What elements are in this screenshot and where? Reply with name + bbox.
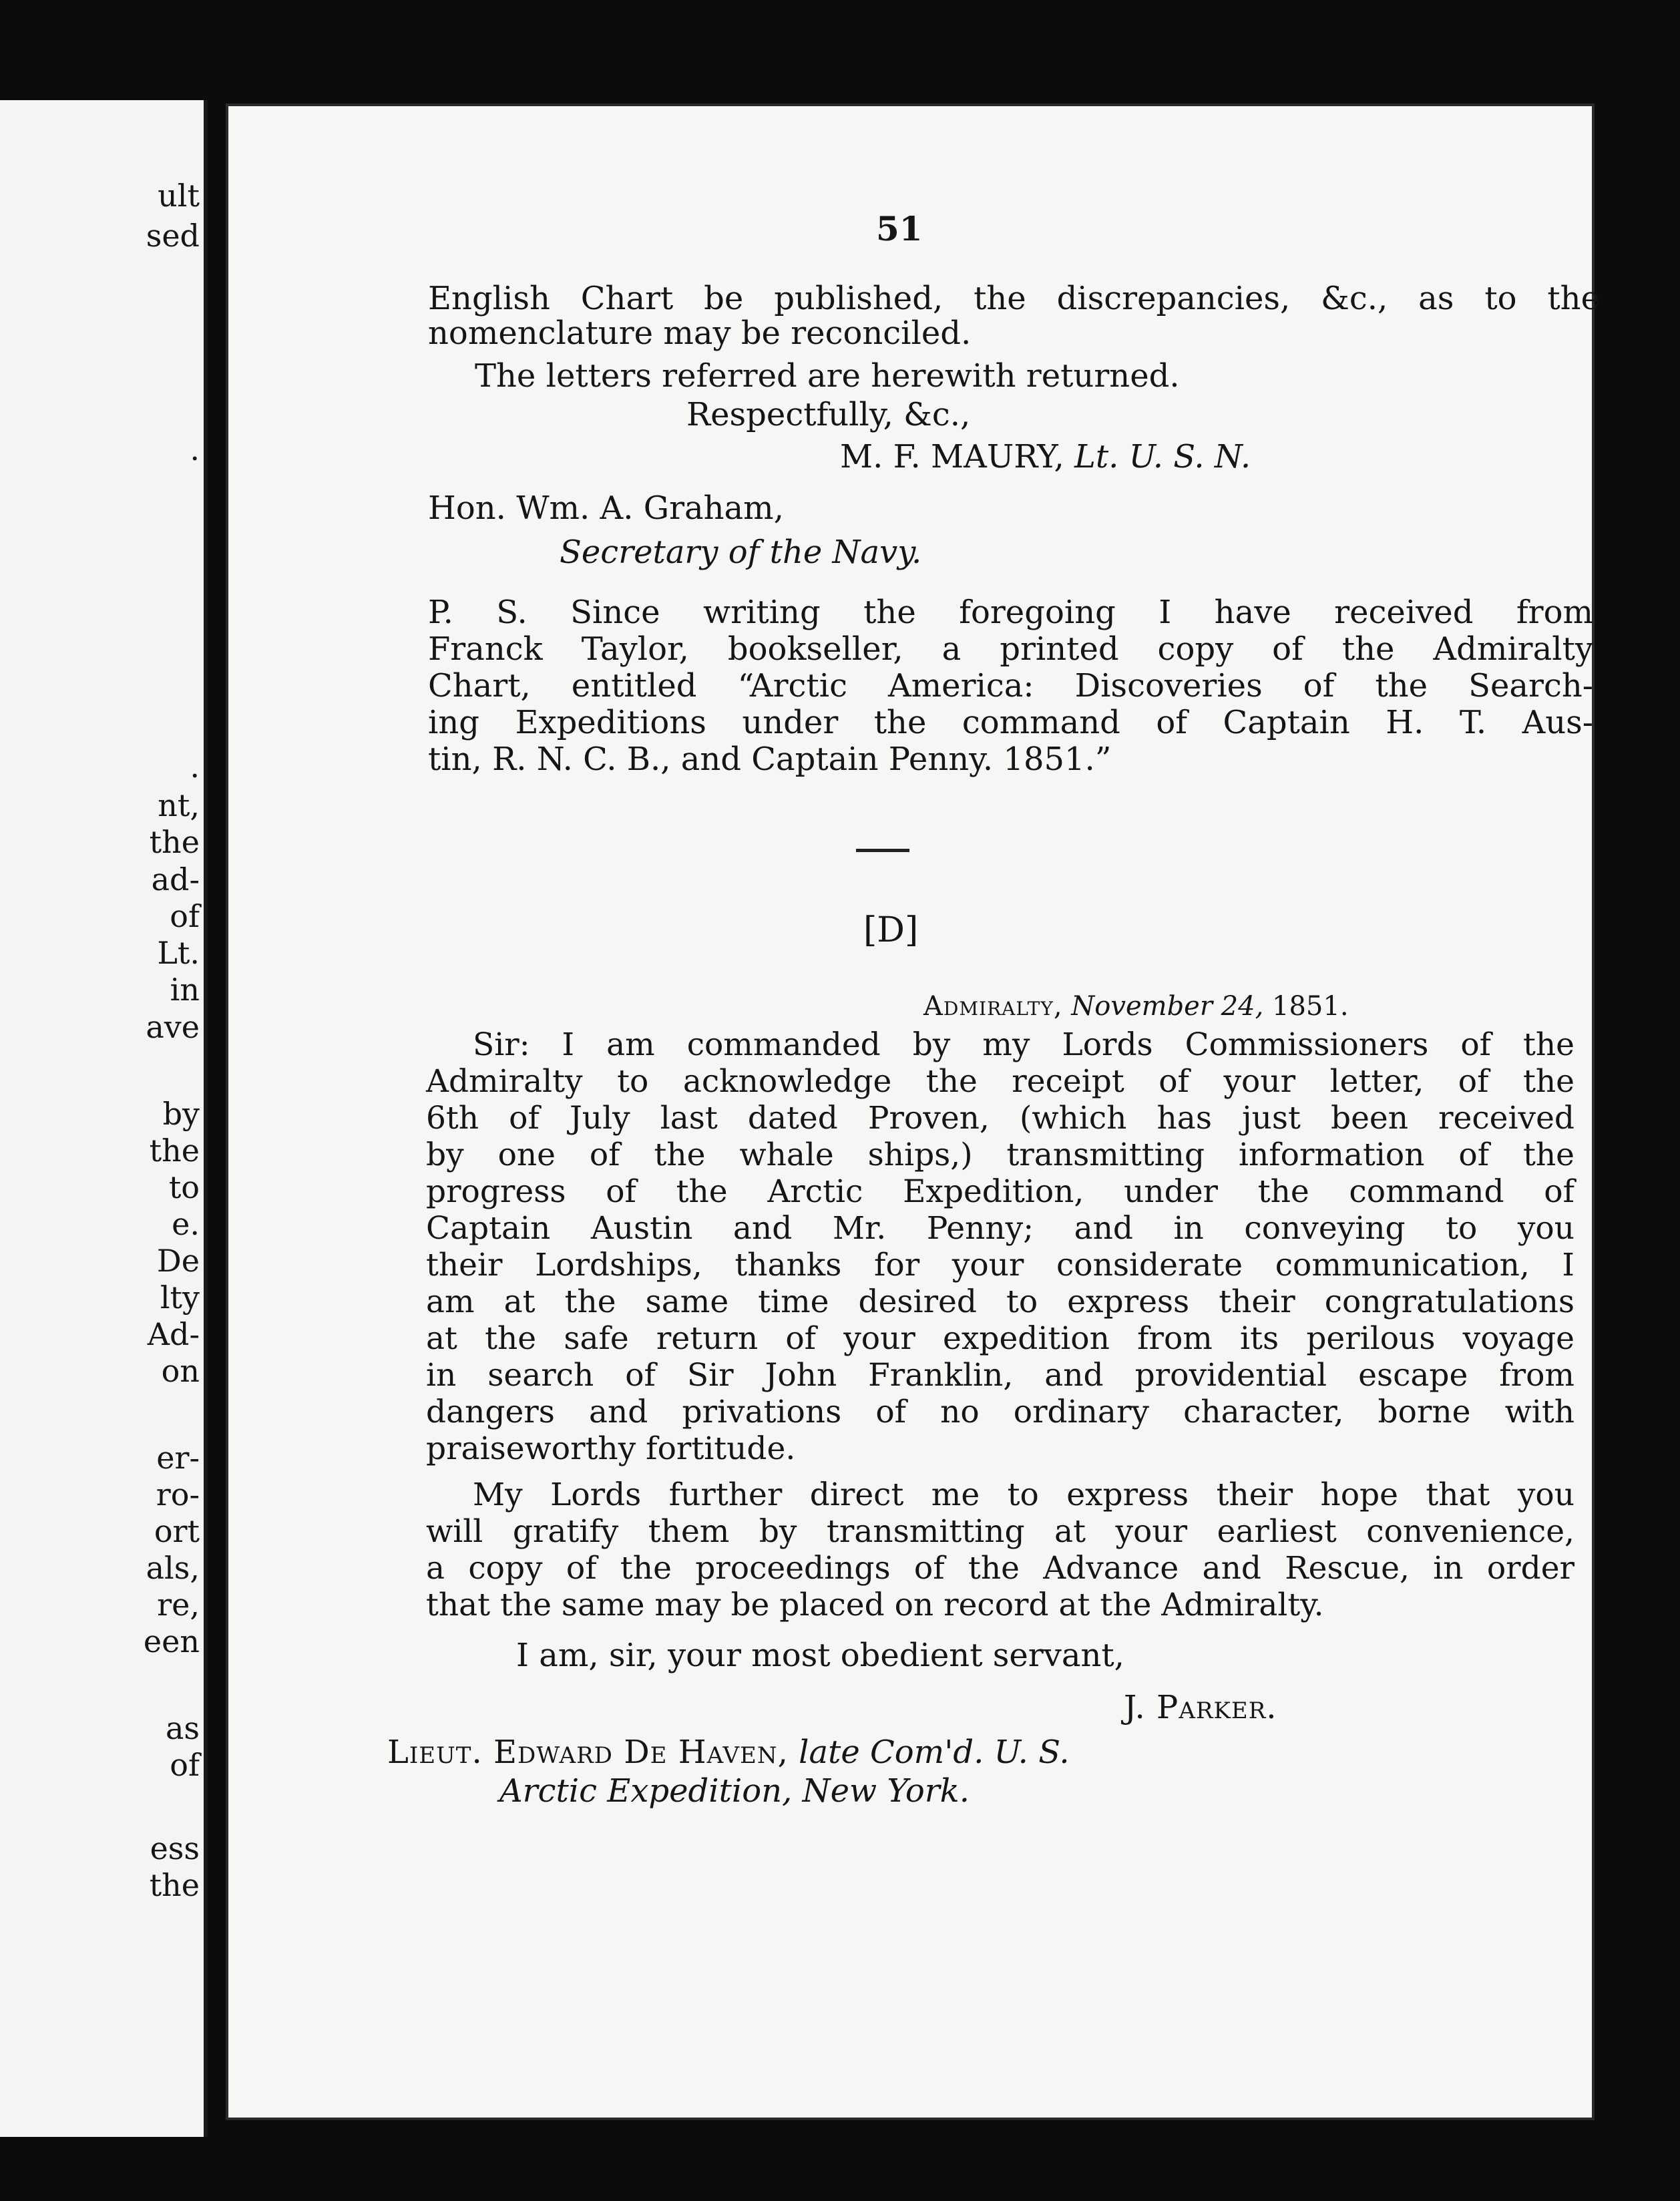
letter-line: Admiralty to acknowledge the receipt of your letter, of the [426, 1063, 1574, 1100]
left-page-fragment: Ad- [147, 1316, 200, 1352]
left-page-fragment: re, [157, 1587, 200, 1623]
letter-closing: I am, sir, your most obedient servant, [516, 1637, 1124, 1674]
dateline [923, 993, 1349, 1020]
left-page-fragment: on [161, 1353, 200, 1389]
letter-line: progress of the Arctic Expedition, under the command of [426, 1173, 1574, 1210]
recipient-name: Lieut. Edward De Haven, [387, 1734, 789, 1771]
section-divider [856, 849, 909, 852]
dateline-place: Admiralty, [923, 991, 1063, 1022]
left-page-fragment: lty [160, 1279, 200, 1316]
signature-line [840, 438, 1251, 475]
left-page-fragment: as [165, 1710, 200, 1746]
left-page-fragment: to [168, 1169, 200, 1205]
left-page-fragment: the [149, 824, 200, 860]
letter-line: 6th of July last dated Proven, (which has just been received [426, 1100, 1574, 1137]
paragraph-line: English Chart be published, the discrepancies, &c., as to the [428, 280, 1600, 317]
paragraph-line: The letters referred are herewith returned. [475, 357, 1180, 395]
left-page-fragment: ult [158, 178, 200, 214]
left-page-fragment: ave [146, 1009, 200, 1045]
left-page-fragment: nt, [158, 787, 200, 823]
letter-line: will gratify them by transmitting at your earliest convenience, [426, 1513, 1574, 1550]
postscript-line: P. S. Since writing the foregoing I have received from [428, 594, 1593, 631]
letter-signature: J. Parker. [1124, 1689, 1277, 1726]
letter-line: dangers and privations of no ordinary character, borne with [426, 1394, 1574, 1430]
left-page-fragment: e. [172, 1206, 200, 1242]
letter-line: My Lords further direct me to express their hope that you [473, 1476, 1574, 1513]
recipient-title: late Com'd. U. S. [799, 1734, 1070, 1771]
letter-line: in search of Sir John Franklin, and providential escape from [426, 1357, 1574, 1394]
left-page-fragment: the [149, 1133, 200, 1169]
dateline-year: 1851. [1272, 991, 1349, 1022]
letter-line: Sir: I am commanded by my Lords Commissioners of the [473, 1026, 1574, 1063]
letter-line: Captain Austin and Mr. Penny; and in conveying to you [426, 1210, 1574, 1247]
left-page-fragment: er- [156, 1440, 200, 1476]
page-number: 51 [876, 209, 923, 248]
left-page-fragment: of [170, 1747, 200, 1783]
recipient-line [387, 1734, 1070, 1771]
addressee-name: Hon. Wm. A. Graham, [428, 489, 784, 527]
letter-line: am at the same time desired to express their congratulations [426, 1283, 1574, 1320]
postscript-line: Chart, entitled “Arctic America: Discoveries of the Search- [428, 667, 1593, 705]
postscript-line: ing Expeditions under the command of Captain H. T. Aus- [428, 704, 1593, 741]
left-page-fragment: sed [146, 218, 200, 254]
left-page-fragment: of [170, 898, 200, 934]
letter-line: by one of the whale ships,) transmitting information of the [426, 1137, 1574, 1173]
left-page-fragment: ad- [151, 861, 200, 897]
left-page-fragment: De [156, 1243, 200, 1279]
left-page-fragment: als, [146, 1550, 200, 1586]
left-page-fragment: ort [154, 1513, 200, 1549]
signature-name: M. F. MAURY, [840, 438, 1064, 475]
left-page-fragment: ess [150, 1830, 200, 1866]
left-facing-page [0, 100, 208, 2137]
document-page [226, 104, 1600, 2120]
closing-line: Respectfully, &c., [686, 396, 971, 433]
letter-line: their Lordships, thanks for your considerate communication, I [426, 1247, 1574, 1283]
letter-line: a copy of the proceedings of the Advance and Rescue, in order [426, 1550, 1574, 1587]
left-page-fragment: by [162, 1096, 200, 1132]
dateline-date: November 24, [1071, 991, 1264, 1022]
left-page-fragment: . [190, 431, 200, 467]
paragraph-line: nomenclature may be reconciled. [428, 315, 972, 352]
letter-line: praiseworthy fortitude. [426, 1430, 796, 1467]
signature-rank: Lt. U. S. N. [1074, 438, 1251, 475]
left-page-fragment: Lt. [157, 935, 200, 971]
addressee-title: Secretary of the Navy. [560, 534, 922, 571]
left-page-fragment: . [190, 749, 200, 785]
letter-line: that the same may be placed on record at the Admiralty. [426, 1587, 1324, 1623]
left-page-fragment: in [170, 972, 200, 1008]
left-page-fragment: ro- [156, 1476, 200, 1513]
left-page-fragment: een [143, 1623, 200, 1659]
left-page-fragment: the [149, 1867, 200, 1903]
postscript-line: tin, R. N. C. B., and Captain Penny. 1851.” [428, 741, 1112, 778]
recipient-title-line: Arctic Expedition, New York. [499, 1772, 970, 1810]
letter-line: at the safe return of your expedition from its perilous voyage [426, 1320, 1574, 1357]
section-label: [D] [863, 910, 919, 950]
postscript-line: Franck Taylor, bookseller, a printed copy of the Admiralty [428, 630, 1593, 668]
